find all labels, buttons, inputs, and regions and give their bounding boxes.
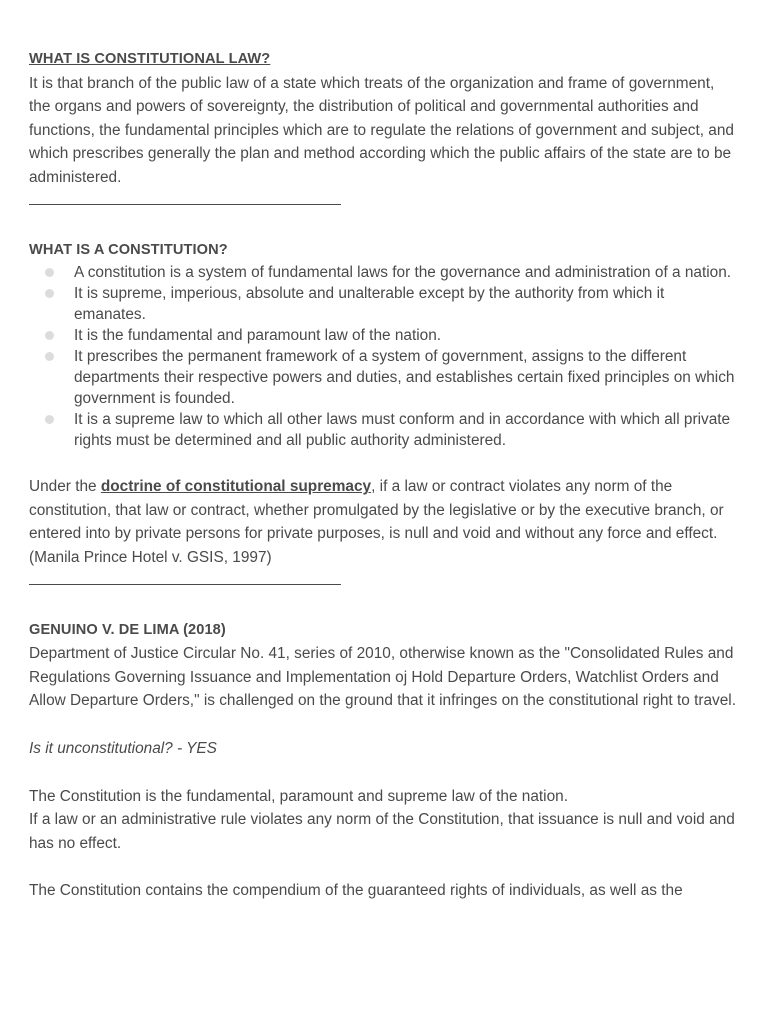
section-heading-genuino-v-de-lima: GENUINO V. DE LIMA (2018) bbox=[29, 621, 226, 638]
case-ruling-line-1: The Constitution is the fundamental, paramount and supreme law of the nation. bbox=[29, 787, 568, 805]
bullet-text: It is supreme, imperious, absolute and unalterable except by the authority from which it emanates. bbox=[74, 285, 665, 324]
bullet-icon bbox=[45, 415, 54, 424]
case-issue-question: Is it unconstitutional? - YES bbox=[29, 739, 217, 757]
section-heading-constitutional-law: WHAT IS CONSTITUTIONAL LAW? bbox=[29, 51, 271, 67]
bullet-text: A constitution is a system of fundamental laws for the governance and administration of a nation. bbox=[74, 264, 732, 282]
bullet-icon bbox=[45, 352, 54, 361]
list-item bbox=[29, 409, 739, 451]
bullet-icon bbox=[45, 331, 54, 340]
list-item bbox=[29, 346, 739, 409]
doctrine-of-constitutional-supremacy-link[interactable]: doctrine of constitutional supremacy bbox=[100, 478, 372, 496]
case-facts-paragraph: Department of Justice Circular No. 41, series of 2010, otherwise known as the "Consolidated Rules and Regulations Governing Issuance and Implementation oj Hold Departure Orders, Watchlist Orders and Allow Departure Orders," is challenged on the ground that it infringes on the constitutional right to travel. bbox=[29, 645, 736, 710]
list-item bbox=[29, 262, 739, 283]
bullet-icon bbox=[45, 268, 54, 277]
supremacy-text: , if a law or contract violates any norm of the constitution, that law or contract, whether promulgated by the legislative or by the executive branch, or entered into by private persons for private purposes, is null and void and without any force and effect. (Manila Prince Hotel v. GSIS, 1997) bbox=[29, 478, 724, 566]
bullet-text: It prescribes the permanent framework of a system of government, assigns to the different departments their respective powers and duties, and establishes certain fixed principles on which government is founded. bbox=[74, 348, 735, 408]
bullet-text: It is a supreme law to which all other laws must conform and in accordance with which all private rights must be determined and all public authority administered. bbox=[74, 411, 731, 450]
case-ruling-line-2: If a law or an administrative rule violates any norm of the Constitution, that issuance is null and void and has no effect. bbox=[29, 811, 735, 852]
constitutional-supremacy-paragraph bbox=[29, 475, 739, 569]
section-heading-constitution: WHAT IS A CONSTITUTION? bbox=[29, 241, 228, 258]
closing-paragraph: The Constitution contains the compendium of the guaranteed rights of individuals, as well as the bbox=[29, 882, 683, 900]
constitution-bullet-list bbox=[29, 262, 739, 451]
list-item bbox=[29, 283, 739, 325]
bullet-text: It is the fundamental and paramount law of the nation. bbox=[74, 327, 442, 345]
supremacy-prefix: Under the bbox=[29, 478, 101, 496]
list-item bbox=[29, 325, 739, 346]
constitutional-law-definition: It is that branch of the public law of a state which treats of the organization and frame of government, the organs and powers of sovereignty, the distribution of political and governmental authorities and functions, the fundamental principles which are to regulate the relations of government and subject, and which prescribes generally the plan and method according which the public affairs of the state are to be administered. bbox=[29, 74, 734, 186]
document-page bbox=[29, 48, 739, 903]
bullet-icon bbox=[45, 289, 54, 298]
